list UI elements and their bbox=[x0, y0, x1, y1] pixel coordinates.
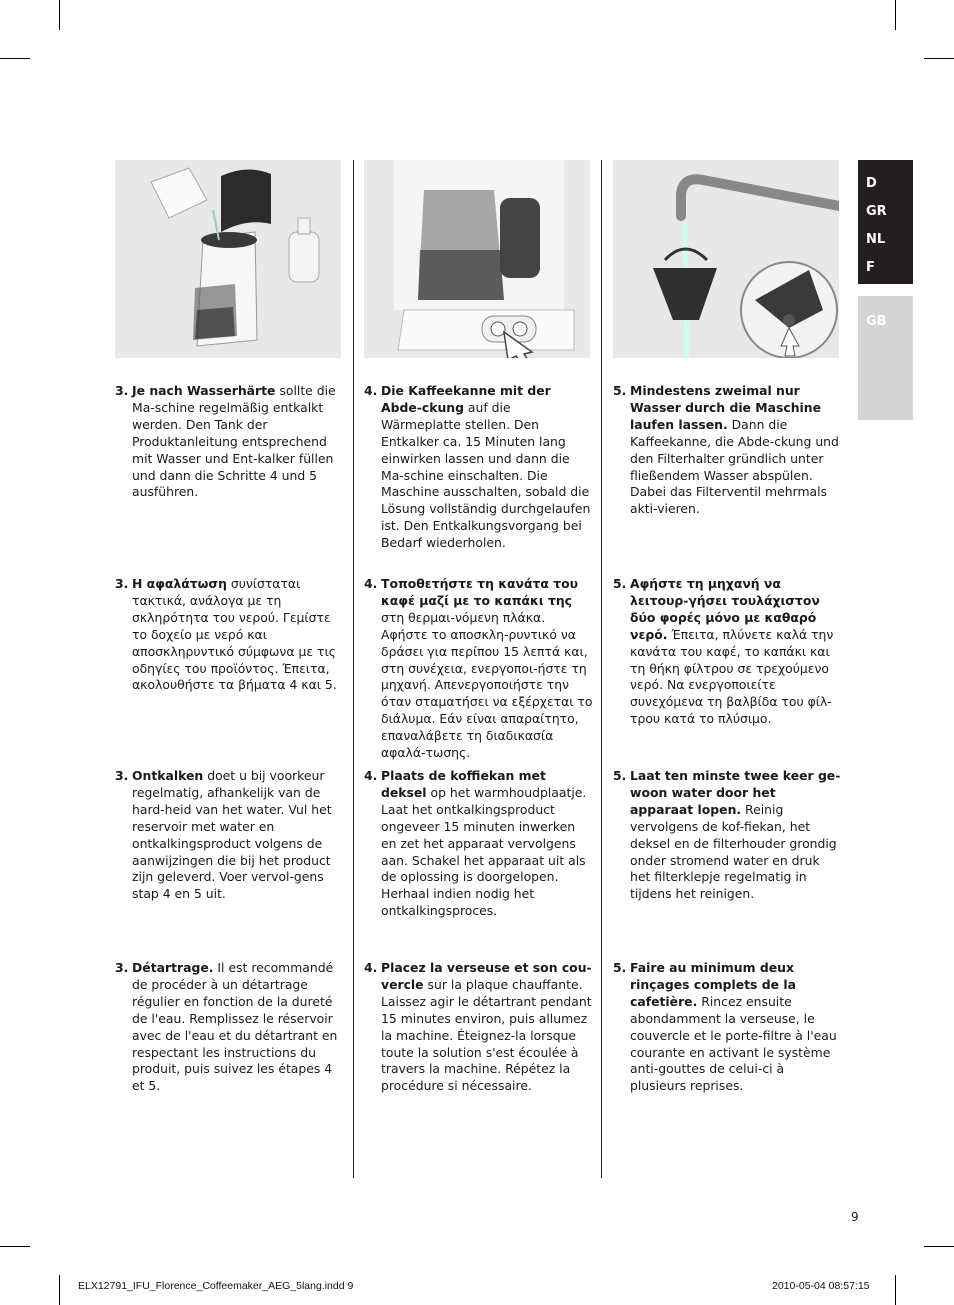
crop-mark bbox=[59, 0, 60, 30]
step-number: 4. bbox=[364, 960, 378, 975]
crop-mark bbox=[924, 1246, 954, 1247]
language-tabs bbox=[858, 160, 913, 420]
footer-timestamp: 2010-05-04 08:57:15 bbox=[772, 1280, 870, 1292]
figure-descaling-fill bbox=[115, 160, 341, 358]
filter-rinse-icon bbox=[613, 160, 839, 358]
step-body: Reinig vervolgens de kof-fiekan, het deksel en de filterhouder grondig onder stromend water en druk het filterklepje regelmatig in tijdens het reinigen. bbox=[630, 801, 837, 902]
crop-mark bbox=[895, 1275, 896, 1305]
step-bold: Laat ten minste twee keer ge-woon water door het apparaat lopen. bbox=[630, 768, 841, 817]
step-number: 5. bbox=[613, 576, 627, 591]
step-bold: Placez la verseuse et son cou-vercle bbox=[381, 960, 592, 992]
step-de-3 bbox=[115, 383, 345, 501]
step-number: 3. bbox=[115, 768, 129, 783]
language-group-inactive bbox=[858, 296, 913, 420]
crop-mark bbox=[895, 0, 896, 30]
footer-filename: ELX12791_IFU_Florence_Coffeemaker_AEG_5lang.indd 9 bbox=[78, 1280, 354, 1292]
step-text bbox=[630, 383, 843, 518]
step-fr-4 bbox=[364, 960, 594, 1095]
step-nl-5 bbox=[613, 768, 843, 903]
crop-mark bbox=[0, 58, 30, 59]
crop-mark bbox=[924, 58, 954, 59]
step-bold: Die Kaffeekanne mit der Abde-ckung bbox=[381, 383, 551, 415]
step-body: συνίσταται τακτικά, ανάλογα με τη σκληρότητα του νερού. Γεμίστε το δοχείο με νερό και αποσκληρυντικό σύμφωνα με τις οδηγίες του προϊόντος. Έπειτα, ακολουθήστε τα βήματα 4 και 5. bbox=[132, 576, 337, 693]
step-number: 3. bbox=[115, 383, 129, 398]
step-body: doet u bij voorkeur regelmatig, afhankelijk van de hard-heid van het water. Vul het reservoir met water en ontkalkingsproduct volgens de aanwijzingen die bij het product zijn geleverd. Voer vervol-gens stap 4 en 5 uit. bbox=[132, 768, 332, 902]
step-text bbox=[630, 576, 843, 728]
step-de-4 bbox=[364, 383, 594, 552]
column-divider bbox=[353, 160, 354, 1178]
step-bold: Mindestens zweimal nur Wasser durch die Maschine laufen lassen. bbox=[630, 383, 821, 432]
figure-carafe-button bbox=[364, 160, 590, 358]
step-text bbox=[630, 960, 843, 1095]
step-body: Rincez ensuite abondamment la verseuse, le couvercle et le porte-filtre à l'eau courante en activant le système anti-gouttes de celui-ci à plusieurs reprises. bbox=[630, 993, 837, 1094]
step-gr-4 bbox=[364, 576, 594, 762]
step-text bbox=[381, 768, 594, 920]
step-number: 4. bbox=[364, 576, 378, 591]
step-fr-5 bbox=[613, 960, 843, 1095]
language-tab-nl: NL bbox=[866, 232, 886, 247]
step-number: 3. bbox=[115, 576, 129, 591]
step-gr-5 bbox=[613, 576, 843, 728]
step-number: 5. bbox=[613, 383, 627, 398]
figure-filter-rinse bbox=[613, 160, 839, 358]
step-number: 5. bbox=[613, 768, 627, 783]
step-text bbox=[132, 960, 345, 1095]
step-bold: Τοποθετήστε τη κανάτα του καφέ μαζί με το καπάκι της bbox=[381, 576, 579, 608]
step-bold: Je nach Wasserhärte bbox=[132, 383, 276, 398]
step-body: sollte die Ma-schine regelmäßig entkalkt werden. Den Tank der Produktanleitung entsprechend mit Wasser und Ent-kalker füllen und dann die Schritte 4 und 5 ausführen. bbox=[132, 383, 336, 500]
step-nl-3 bbox=[115, 768, 345, 903]
page-number: 9 bbox=[851, 1210, 859, 1224]
language-tab-d: D bbox=[866, 176, 877, 191]
language-tab-gr: GR bbox=[866, 204, 887, 219]
step-de-5 bbox=[613, 383, 843, 518]
step-text bbox=[381, 383, 594, 552]
step-gr-3 bbox=[115, 576, 345, 694]
step-body: auf die Wärmeplatte stellen. Den Entkalker ca. 15 Minuten lang einwirken lassen und dann die Ma-schine einschalten. Die Maschine ausschalten, sobald die Lösung vollständig durchgelaufen ist. Den Entkalkungsvorgang bei Bedarf wiederholen. bbox=[381, 399, 591, 551]
step-bold: Η αφαλάτωση bbox=[132, 576, 227, 591]
step-bold: Faire au minimum deux rinçages complets de la cafetière. bbox=[630, 960, 796, 1009]
step-body: Έπειτα, πλύνετε καλά την κανάτα του καφέ, το καπάκι και τη θήκη φίλτρου σε τρεχούμενο νερό. Να ενεργοποιείτε συνεχόμενα τη βαλβίδα του φίλ-τρου κατά το πλύσιμο. bbox=[630, 626, 834, 727]
step-fr-3 bbox=[115, 960, 345, 1095]
step-text bbox=[132, 576, 345, 694]
step-text bbox=[381, 576, 594, 762]
language-tab-f: F bbox=[866, 260, 875, 275]
step-body: Il est recommandé de procéder à un détartrage régulier en fonction de la dureté de l'eau. Remplissez le réservoir avec de l'eau et du détartrant en respectant les instructions du produit, puis suivez les étapes 4 et 5. bbox=[132, 960, 338, 1094]
step-number: 3. bbox=[115, 960, 129, 975]
step-text bbox=[381, 960, 594, 1095]
step-body: στη θερμαι-νόμενη πλάκα. Αφήστε το αποσκλη-ρυντικό να δράσει για περίπου 15 λεπτά και, στη συνέχεια, ενεργοποι-ήστε τη μηχανή. Απενεργοποιήστε την όταν σταματήσει να εξέρχεται το διάλυμα. Εάν είναι απαραίτητο, επαναλάβετε τη διαδικασία αφαλά-τωσης. bbox=[381, 609, 593, 761]
step-bold: Plaats de koffiekan met deksel bbox=[381, 768, 546, 800]
step-text bbox=[132, 383, 345, 501]
crop-mark bbox=[59, 1275, 60, 1305]
step-bold: Détartrage. bbox=[132, 960, 214, 975]
step-number: 4. bbox=[364, 768, 378, 783]
step-body: Dann die Kaffeekanne, die Abde-ckung und den Filterhalter gründlich unter fließendem Wasser abspülen. Dabei das Filterventil mehrmals akti-vieren. bbox=[630, 416, 839, 517]
step-number: 5. bbox=[613, 960, 627, 975]
step-nl-4 bbox=[364, 768, 594, 920]
coffeemaker-filling-icon bbox=[115, 160, 341, 358]
step-text bbox=[132, 768, 345, 903]
language-tab-gb: GB bbox=[866, 314, 887, 329]
crop-mark bbox=[0, 1246, 30, 1247]
step-text bbox=[630, 768, 843, 903]
language-group-active bbox=[858, 160, 913, 284]
step-number: 4. bbox=[364, 383, 378, 398]
carafe-button-press-icon bbox=[364, 160, 590, 358]
step-body: sur la plaque chauffante. Laissez agir le détartrant pendant 15 minutes environ, puis allumez la machine. Éteignez-la lorsque toute la solution s'est écoulée à travers la machine. Répétez la procédure si nécessaire. bbox=[381, 976, 592, 1094]
step-body: op het warmhoudplaatje. Laat het ontkalkingsproduct ongeveer 15 minuten inwerken en zet het apparaat vervolgens aan. Schakel het apparaat uit als de oplossing is doorgelopen. Herhaal indien nodig het ontkalkingsproces. bbox=[381, 784, 587, 919]
step-bold: Ontkalken bbox=[132, 768, 204, 783]
column-divider bbox=[601, 160, 602, 1178]
step-bold: Αφήστε τη μηχανή να λειτουρ-γήσει τουλάχιστον δύο φορές μόνο με καθαρό νερό. bbox=[630, 576, 820, 642]
